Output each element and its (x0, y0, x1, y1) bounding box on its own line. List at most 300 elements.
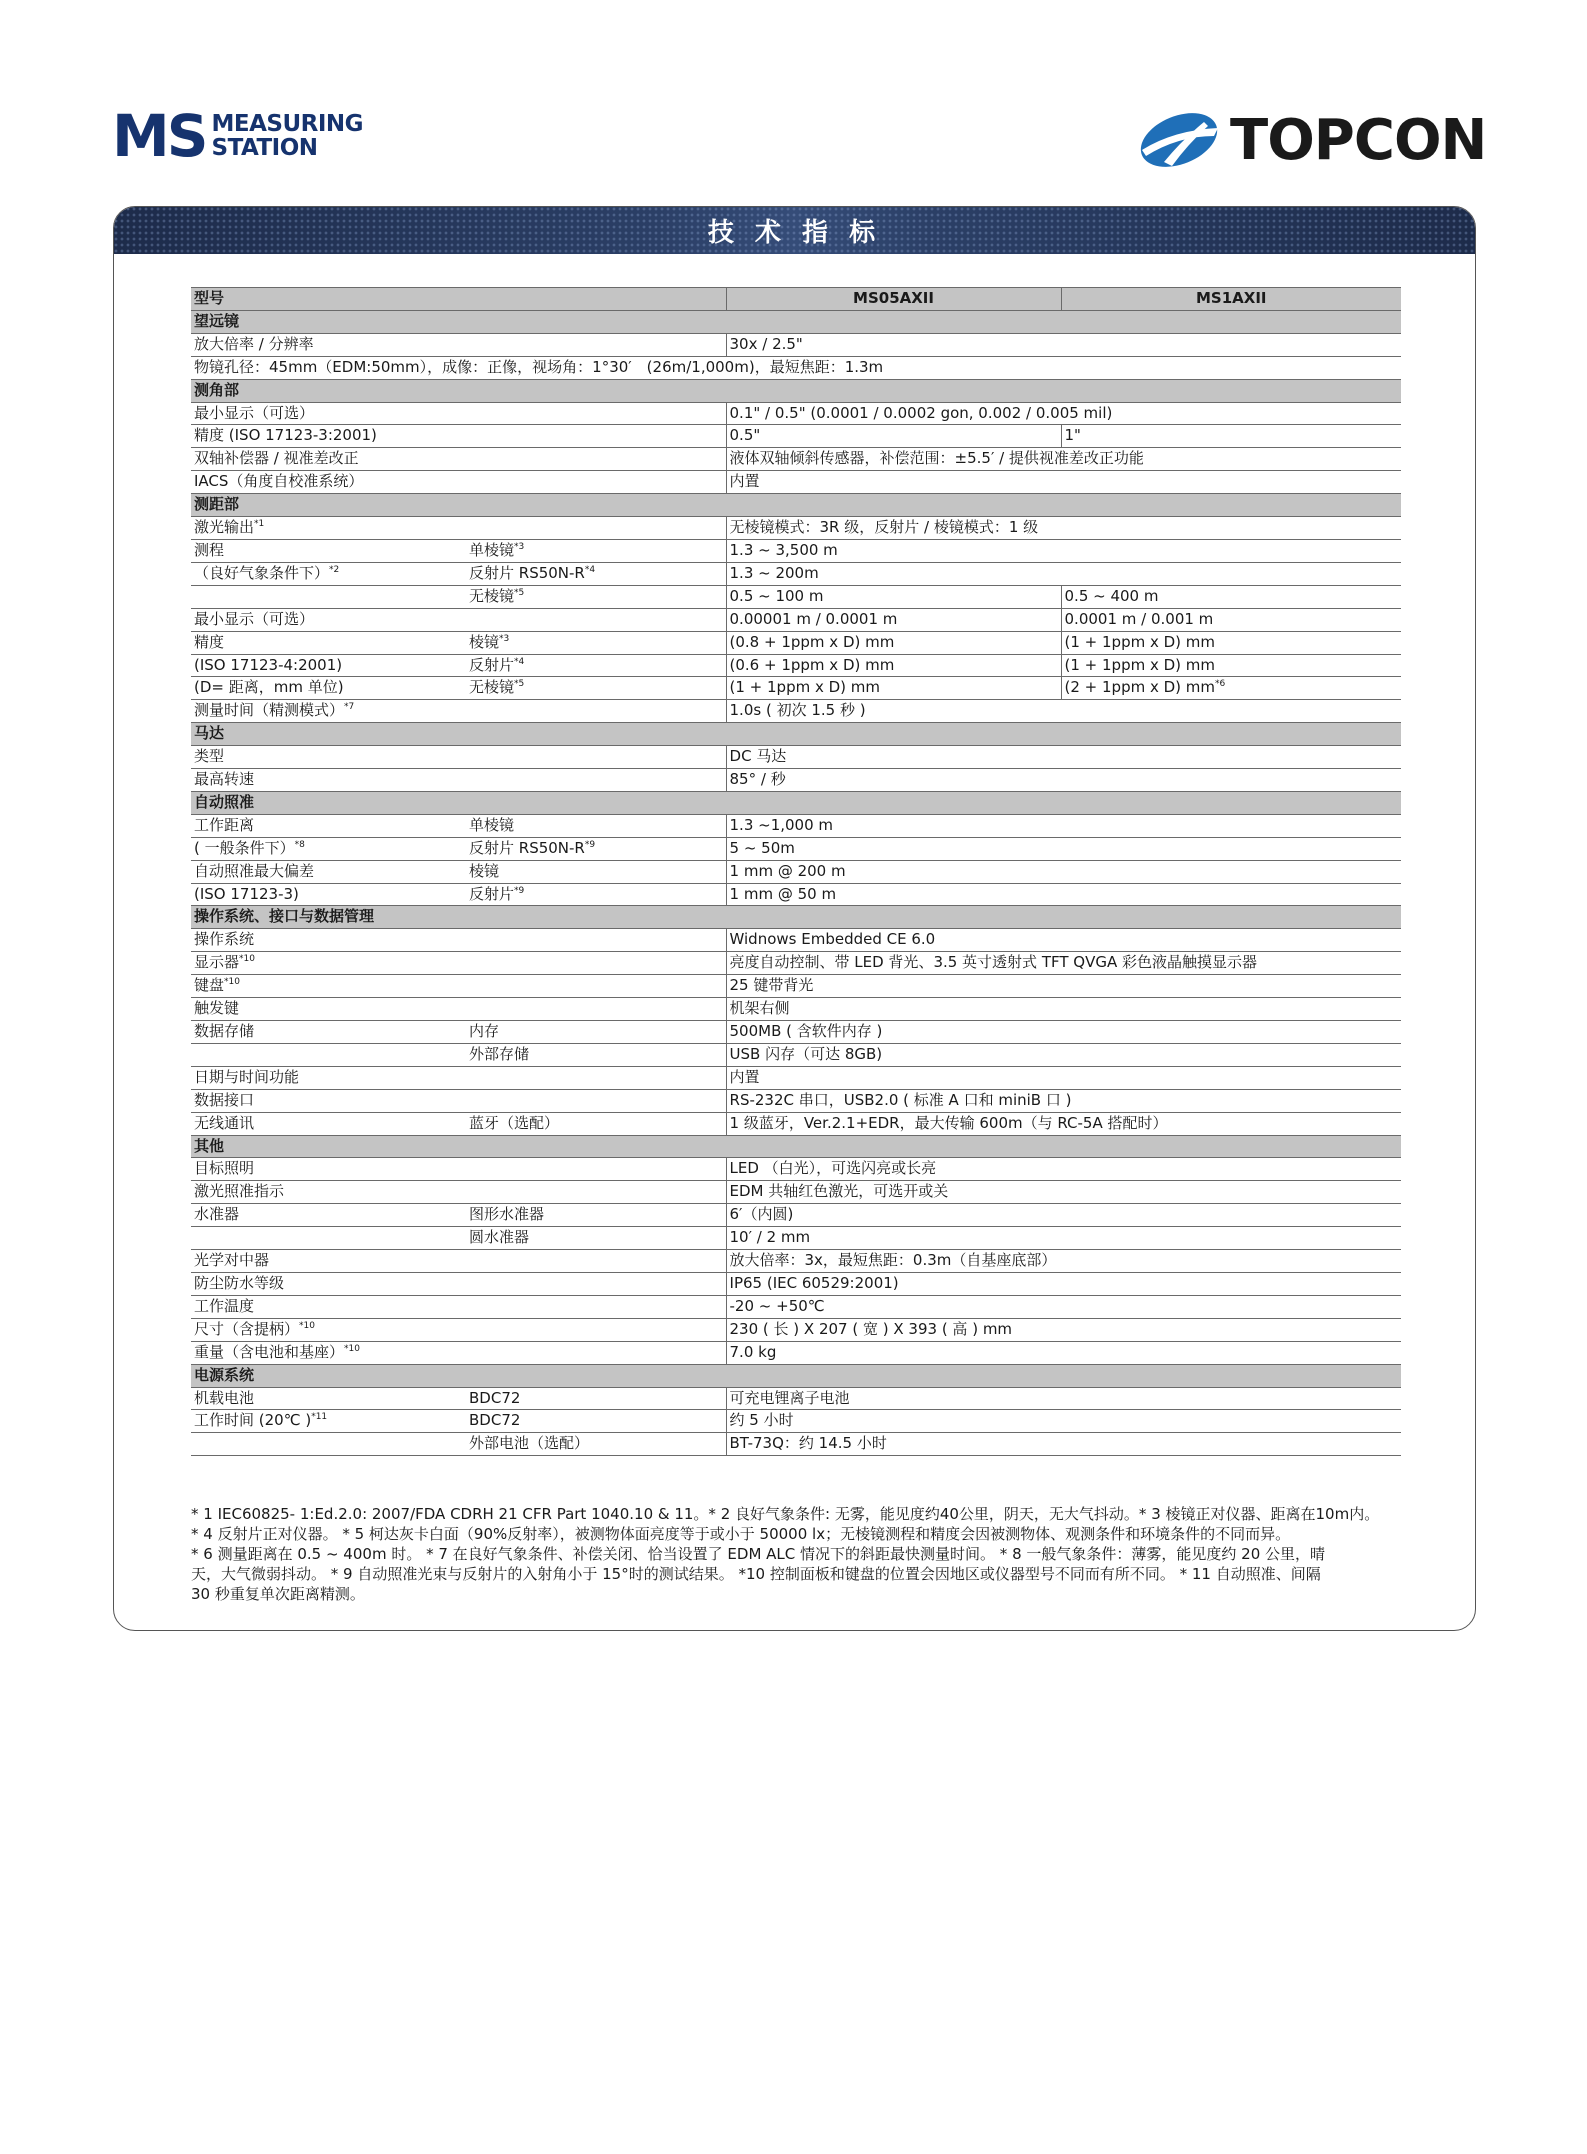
value-text: 放大倍率：3x，最短焦距：0.3m（自基座底部） (729, 1251, 1057, 1270)
section-row (191, 906, 1401, 929)
value-both (726, 1158, 1401, 1181)
value-ms05axii (726, 585, 1061, 608)
row-label-cell (191, 1272, 726, 1295)
value-ms1axii (1061, 608, 1401, 631)
row-label-cell (191, 746, 726, 769)
value-text: 5 ~ 50m (729, 838, 795, 857)
section-label: 操作系统、接口与数据管理 (194, 907, 375, 926)
row-label: 操作系统 (194, 930, 255, 949)
topcon-wordmark: TOPCON (1230, 107, 1487, 173)
row-sublabel-cell (466, 860, 726, 883)
value-both (726, 700, 1401, 723)
table-row (191, 814, 1401, 837)
row-sublabel: 蓝牙（选配） (469, 1113, 560, 1132)
row-label-cell (191, 1410, 466, 1433)
value-ms1axii (1061, 631, 1401, 654)
table-row (191, 562, 1401, 585)
row-label: 工作距离 (194, 815, 255, 834)
row-sublabel: 反射片 (469, 884, 515, 903)
row-label: 工作温度 (194, 1296, 255, 1315)
row-sublabel-cell (466, 539, 726, 562)
table-row (191, 1112, 1401, 1135)
row-label: 目标照明 (194, 1159, 255, 1178)
value-both (726, 746, 1401, 769)
row-sublabel: BDC72 (469, 1388, 521, 1407)
spec-banner (114, 207, 1475, 254)
section-label: 测角部 (194, 380, 240, 399)
row-sublabel-cell (466, 1112, 726, 1135)
value-text: 1" (1064, 426, 1081, 445)
value-text: -20 ~ +50℃ (729, 1296, 825, 1315)
value-both (726, 1410, 1401, 1433)
ms-logo-line1: MEASURING (211, 111, 364, 137)
value-text: 1 mm @ 200 m (729, 861, 846, 880)
row-label-cell (191, 448, 726, 471)
row-label-cell (191, 1341, 726, 1364)
value-both (726, 975, 1401, 998)
value-both (726, 1089, 1401, 1112)
table-header-row (191, 288, 1401, 311)
row-label: 无线通讯 (194, 1113, 255, 1132)
row-sublabel: 圆水准器 (469, 1228, 530, 1247)
value-both (726, 333, 1401, 356)
section-row (191, 723, 1401, 746)
table-row (191, 952, 1401, 975)
section-title (191, 723, 1401, 746)
value-text: 1 mm @ 50 m (729, 884, 837, 903)
value-ms05axii (726, 631, 1061, 654)
section-title (191, 906, 1401, 929)
value-both (726, 1066, 1401, 1089)
row-label: 测程 (194, 540, 225, 559)
table-row (191, 677, 1401, 700)
table-row (191, 1227, 1401, 1250)
value-ms05axii (726, 425, 1061, 448)
table-row (191, 929, 1401, 952)
ms-logo-text (212, 112, 364, 160)
header-col-ms05axii: MS05AXII (726, 288, 1061, 311)
row-sublabel: 内存 (469, 1022, 500, 1040)
table-row (191, 700, 1401, 723)
row-label: 尺寸（含提柄） (194, 1319, 300, 1338)
value-both (726, 860, 1401, 883)
value-text: 0.5 ~ 400 m (1064, 586, 1159, 605)
row-label: （良好气象条件下） (194, 563, 330, 582)
table-row (191, 1387, 1401, 1410)
row-label: 放大倍率 / 分辨率 (194, 334, 314, 353)
header-model-label: 型号 (191, 288, 726, 311)
value-ms1axii (1061, 425, 1401, 448)
value-text: (1 + 1ppm x D) mm (1064, 655, 1216, 674)
value-both (726, 471, 1401, 494)
value-both (726, 1204, 1401, 1227)
value-text: DC 马达 (729, 747, 787, 766)
value-both (726, 883, 1401, 906)
value-both (726, 814, 1401, 837)
footnote-line: * 6 测量距离在 0.5 ~ 400m 时。 * 7 在良好气象条件、补偿关闭、恰当设置了 EDM ALC 情况下的斜距最快测量时间。 * 8 一般气象条件：薄雾，能见度约 20 公里，晴 (191, 1545, 1326, 1563)
row-sublabel-cell (466, 814, 726, 837)
row-sublabel: 反射片 RS50N-R (469, 563, 585, 582)
row-label: 数据接口 (194, 1090, 255, 1109)
table-row (191, 1204, 1401, 1227)
table-row (191, 539, 1401, 562)
row-label: 最小显示（可选） (194, 609, 315, 628)
value-text: 7.0 kg (729, 1342, 777, 1361)
table-row (191, 883, 1401, 906)
row-sublabel: 反射片 RS50N-R (469, 838, 585, 857)
row-label-cell (191, 677, 466, 700)
ms-logo (112, 102, 364, 170)
table-row (191, 746, 1401, 769)
table-row (191, 1089, 1401, 1112)
row-sublabel-cell (466, 837, 726, 860)
table-row (191, 1021, 1401, 1044)
row-label: 触发键 (194, 999, 240, 1018)
row-label: 双轴补偿器 / 视准差改正 (194, 449, 359, 468)
value-both (726, 1250, 1401, 1273)
value-both (726, 402, 1401, 425)
row-sublabel: BDC72 (469, 1411, 521, 1430)
table-row (191, 654, 1401, 677)
row-sublabel: 反射片 (469, 655, 515, 674)
row-sublabel: 无棱镜 (469, 678, 515, 697)
row-sublabel-cell (466, 1021, 726, 1044)
footnote-ref: *5 (514, 679, 525, 690)
row-label-cell (191, 539, 466, 562)
row-sublabel: 图形水准器 (469, 1205, 545, 1224)
section-title (191, 791, 1401, 814)
value-both (726, 562, 1401, 585)
value-both (726, 1295, 1401, 1318)
table-row (191, 356, 1401, 379)
value-text: 30x / 2.5" (729, 334, 803, 353)
section-row (191, 379, 1401, 402)
value-text: 1.0s ( 初次 1.5 秒 ) (729, 701, 866, 720)
value-text: 约 5 小时 (729, 1411, 794, 1430)
row-sublabel-cell (466, 1204, 726, 1227)
row-label-cell (191, 1021, 466, 1044)
row-sublabel-cell (466, 883, 726, 906)
value-text: 液体双轴倾斜传感器，补偿范围：±5.5′ / 提供视准差改正功能 (729, 449, 1144, 468)
row-label: 最高转速 (194, 770, 255, 789)
header-col-ms1axii: MS1AXII (1061, 288, 1401, 311)
footnote-ref: *4 (514, 656, 525, 667)
row-sublabel-cell (466, 1433, 726, 1456)
row-sublabel-cell (466, 585, 726, 608)
table-row (191, 1272, 1401, 1295)
row-label-cell (191, 1295, 726, 1318)
value-both (726, 952, 1401, 975)
row-label: 最小显示（可选） (194, 403, 315, 422)
row-label-cell (191, 1433, 466, 1456)
value-text: 500MB ( 含软件内存 ) (729, 1022, 883, 1040)
row-label-cell (191, 814, 466, 837)
section-row (191, 791, 1401, 814)
table-row (191, 1410, 1401, 1433)
row-label: 显示器 (194, 953, 240, 972)
row-label: 激光输出 (194, 518, 255, 537)
value-both (726, 929, 1401, 952)
value-both (726, 1341, 1401, 1364)
value-text: (1 + 1ppm x D) mm (1064, 632, 1216, 651)
footnote-line: * 4 反射片正对仪器。 * 5 柯达灰卡白面（90%反射率），被测物体面亮度等于或小于 50000 lx；无棱镜测程和精度会因被测物体、观测条件和环境条件的不同而异。 (191, 1525, 1291, 1543)
value-text: 85° / 秒 (729, 770, 786, 789)
row-label-cell (191, 1181, 726, 1204)
row-label: 键盘 (194, 976, 225, 995)
topcon-swoosh-icon (1134, 110, 1224, 170)
value-ms1axii (1061, 585, 1401, 608)
value-both (726, 998, 1401, 1021)
value-text: 1 级蓝牙，Ver.2.1+EDR，最大传输 600m（与 RC-5A 搭配时） (729, 1113, 1168, 1132)
value-text: Widnows Embedded CE 6.0 (729, 930, 936, 949)
row-label-cell (191, 975, 726, 998)
row-label-cell (191, 1387, 466, 1410)
row-label-cell (191, 631, 466, 654)
topcon-logo (1134, 107, 1487, 173)
value-text: 可充电锂离子电池 (729, 1388, 850, 1407)
section-label: 自动照准 (194, 792, 255, 811)
row-label-cell (191, 562, 466, 585)
row-sublabel-cell (466, 631, 726, 654)
value-text: 机架右侧 (729, 999, 790, 1018)
row-label-cell (191, 1043, 466, 1066)
footnote-line: * 1 IEC60825- 1:Ed.2.0: 2007/FDA CDRH 21 CFR Part 1040.10 & 11。* 2 良好气象条件: 无雾，能见度约40公里，阴天，无大气抖动。* 3 棱镜正对仪器、距离在10m内。 (191, 1505, 1380, 1523)
row-sublabel-cell (466, 654, 726, 677)
value-text: 6′（内圆) (729, 1205, 794, 1224)
value-both (726, 1021, 1401, 1044)
row-label: 数据存储 (194, 1022, 255, 1040)
row-sublabel: 单棱镜 (469, 540, 515, 559)
footnote-ref: *3 (499, 633, 510, 644)
footnote-ref: *4 (584, 564, 596, 575)
table-row (191, 448, 1401, 471)
table-row (191, 1181, 1401, 1204)
value-text: 230 ( 长 ) X 207 ( 宽 ) X 393 ( 高 ) mm (729, 1319, 1013, 1338)
section-row (191, 1135, 1401, 1158)
section-title (191, 310, 1401, 333)
ms-logo-line2: STATION (211, 135, 318, 161)
row-sublabel: 外部电池（选配） (469, 1434, 590, 1453)
row-label-cell (191, 471, 726, 494)
row-label-cell (191, 837, 466, 860)
row-sublabel-cell (466, 677, 726, 700)
footnote-ref: *9 (514, 885, 525, 896)
value-text: BT-73Q：约 14.5 小时 (729, 1434, 887, 1453)
row-label-cell (191, 1318, 726, 1341)
table-row (191, 1318, 1401, 1341)
value-ms1axii (1061, 654, 1401, 677)
footnote-ref: *7 (344, 702, 355, 713)
table-row (191, 402, 1401, 425)
row-label-cell (191, 517, 726, 540)
footnote-ref: *10 (344, 1343, 360, 1354)
row-label: 机载电池 (194, 1388, 255, 1407)
section-title (191, 494, 1401, 517)
value-text: 0.0001 m / 0.001 m (1064, 609, 1214, 628)
value-text: 1.3 ~ 200m (729, 563, 819, 582)
value-both (726, 448, 1401, 471)
row-sublabel-cell (466, 1043, 726, 1066)
section-label: 马达 (194, 724, 225, 743)
section-title (191, 1364, 1401, 1387)
value-ms05axii (726, 654, 1061, 677)
value-text: RS-232C 串口，USB2.0 ( 标准 A 口和 miniB 口 ) (729, 1090, 1072, 1109)
row-sublabel: 无棱镜 (469, 586, 515, 605)
row-label-cell (191, 654, 466, 677)
row-label: 重量（含电池和基座） (194, 1342, 345, 1361)
row-sublabel: 棱镜 (469, 861, 500, 880)
row-sublabel-cell (466, 1410, 726, 1433)
value-both (726, 1433, 1401, 1456)
value-text: 1.3 ~ 3,500 m (729, 540, 838, 559)
table-row (191, 1066, 1401, 1089)
spec-table-body (191, 288, 1401, 1456)
footnote-ref: *6 (1215, 679, 1226, 690)
section-label: 望远镜 (194, 311, 240, 330)
value-both (726, 1318, 1401, 1341)
section-title (191, 379, 1401, 402)
row-label-cell (191, 1158, 726, 1181)
footnote-line: 天，大气微弱抖动。 * 9 自动照准光束与反射片的入射角小于 15°时的测试结果。 *10 控制面板和键盘的位置会因地区或仪器型号不同而有所不同。 * 11 自动照准、间隔 (191, 1565, 1321, 1583)
row-label: (ISO 17123-4:2001) (194, 655, 343, 674)
row-label: 测量时间（精测模式） (194, 701, 345, 720)
footnotes (191, 1504, 1401, 1604)
row-label: ( 一般条件下） (194, 838, 295, 857)
section-row (191, 494, 1401, 517)
footnote-ref: *10 (299, 1320, 315, 1331)
value-ms05axii (726, 608, 1061, 631)
value-text: 25 键带背光 (729, 976, 814, 995)
footnote-ref: *3 (514, 541, 525, 552)
table-row (191, 425, 1401, 448)
value-text: 0.1" / 0.5" (0.0001 / 0.0002 gon, 0.002 / 0.005 mil) (729, 403, 1113, 422)
row-label: 日期与时间功能 (194, 1067, 300, 1086)
footnote-ref: *1 (254, 519, 265, 530)
value-text: (2 + 1ppm x D) mm (1064, 678, 1216, 697)
table-row (191, 471, 1401, 494)
value-both (726, 769, 1401, 792)
value-text: (0.6 + 1ppm x D) mm (729, 655, 895, 674)
table-row (191, 769, 1401, 792)
footnote-ref: *5 (514, 587, 525, 598)
value-text: (0.8 + 1ppm x D) mm (729, 632, 895, 651)
row-label-cell (191, 1089, 726, 1112)
row-label: 精度 (ISO 17123-3:2001) (194, 426, 377, 445)
row-label: 物镜孔径：45mm（EDM:50mm），成像：正像，视场角：1°30′ (26m/1,000m)，最短焦距：1.3m (194, 357, 884, 376)
value-text: IP65 (IEC 60529:2001) (729, 1273, 899, 1292)
banner-title: 技 术 指 标 (707, 218, 882, 248)
section-label: 其他 (194, 1136, 225, 1155)
row-label: IACS（角度自校准系统） (194, 472, 364, 491)
value-text: (1 + 1ppm x D) mm (729, 678, 881, 697)
value-ms1axii (1061, 677, 1401, 700)
value-text: 内置 (729, 472, 760, 491)
table-row (191, 975, 1401, 998)
row-label: 工作时间 (20℃ ) (194, 1411, 312, 1430)
value-both (726, 1387, 1401, 1410)
table-row (191, 998, 1401, 1021)
row-label-cell (191, 860, 466, 883)
footnote-ref: *11 (311, 1412, 328, 1423)
row-label: 激光照准指示 (194, 1182, 285, 1201)
value-both (726, 837, 1401, 860)
value-text: 1.3 ~1,000 m (729, 815, 834, 834)
value-both (726, 1181, 1401, 1204)
section-title (191, 1135, 1401, 1158)
value-both (726, 1272, 1401, 1295)
row-label-cell (191, 333, 726, 356)
value-both (726, 517, 1401, 540)
value-text: 无棱镜模式：3R 级，反射片 / 棱镜模式：1 级 (729, 518, 1039, 537)
table-row (191, 1295, 1401, 1318)
table-row (191, 585, 1401, 608)
value-both (726, 1227, 1401, 1250)
value-text: EDM 共轴红色激光，可选开或关 (729, 1182, 949, 1201)
row-sublabel: 棱镜 (469, 632, 500, 651)
value-text: 10′ / 2 mm (729, 1228, 811, 1247)
table-row (191, 333, 1401, 356)
row-label-cell (191, 608, 726, 631)
row-label-cell (191, 585, 466, 608)
footnote-line: 30 秒重复单次距离精测。 (191, 1585, 365, 1603)
row-label: 精度 (194, 632, 225, 651)
row-label-cell (191, 929, 726, 952)
table-row (191, 837, 1401, 860)
section-row (191, 1364, 1401, 1387)
row-label-cell (191, 1112, 466, 1135)
footnote-ref: *10 (224, 977, 240, 988)
ms-logo-letters: MS (112, 102, 206, 170)
table-row (191, 608, 1401, 631)
footnote-ref: *9 (584, 839, 596, 850)
row-label-cell (191, 1227, 466, 1250)
value-text: 亮度自动控制、带 LED 背光、3.5 英寸透射式 TFT QVGA 彩色液晶触摸显示器 (729, 953, 1258, 972)
table-row (191, 631, 1401, 654)
row-label: 自动照准最大偏差 (194, 861, 315, 880)
row-label-cell (191, 402, 726, 425)
row-sublabel-cell (466, 562, 726, 585)
value-text: 内置 (729, 1067, 760, 1086)
full-row-text (191, 356, 1401, 379)
row-label-cell (191, 883, 466, 906)
value-text: 0.5" (729, 426, 761, 445)
row-label-cell (191, 1204, 466, 1227)
row-label: (ISO 17123-3) (194, 884, 299, 903)
row-label: 水准器 (194, 1205, 240, 1224)
table-row (191, 1043, 1401, 1066)
row-label: 光学对中器 (194, 1251, 270, 1270)
row-label: 防尘防水等级 (194, 1273, 285, 1292)
table-row (191, 860, 1401, 883)
footnote-ref: *2 (329, 564, 340, 575)
row-label-cell (191, 952, 726, 975)
table-row (191, 1250, 1401, 1273)
value-text: 0.00001 m / 0.0001 m (729, 609, 898, 628)
value-text: LED （白光），可选闪亮或长亮 (729, 1159, 937, 1178)
row-label-cell (191, 1066, 726, 1089)
row-label-cell (191, 700, 726, 723)
footnote-ref: *8 (294, 839, 305, 850)
value-both (726, 1112, 1401, 1135)
value-both (726, 1043, 1401, 1066)
row-sublabel: 外部存储 (469, 1044, 530, 1063)
table-row (191, 1341, 1401, 1364)
value-ms05axii (726, 677, 1061, 700)
row-sublabel-cell (466, 1387, 726, 1410)
value-text: 0.5 ~ 100 m (729, 586, 824, 605)
section-label: 测距部 (194, 495, 240, 514)
row-label: (D= 距离，mm 单位) (194, 678, 344, 697)
